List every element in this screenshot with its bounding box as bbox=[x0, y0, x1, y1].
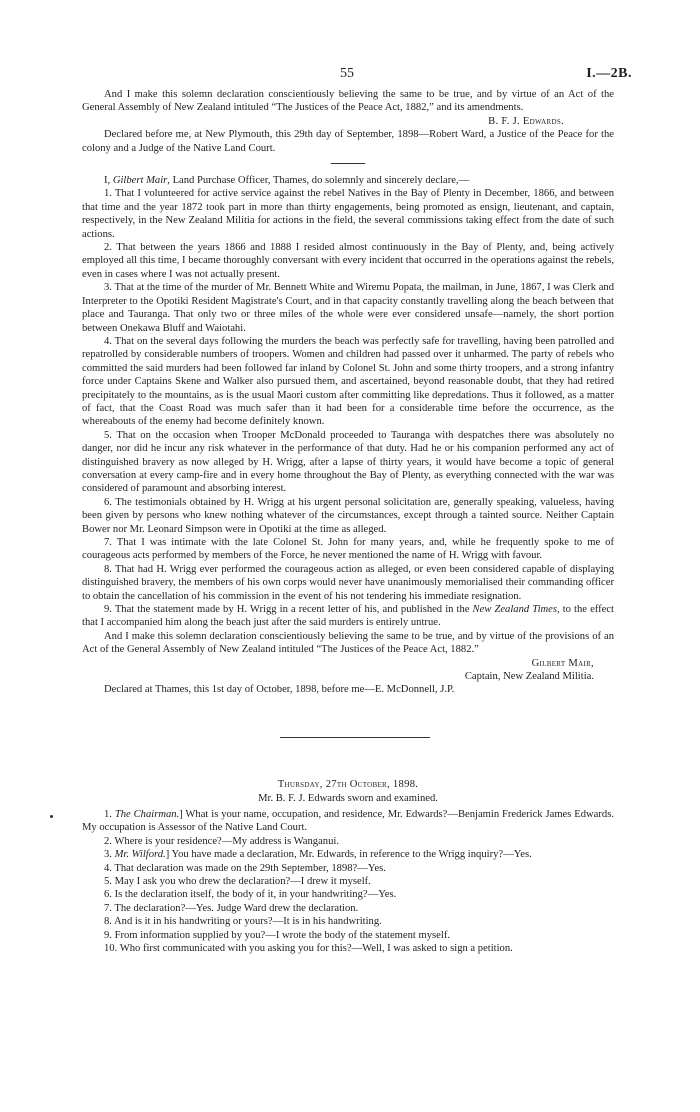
mair-intro: I, Gilbert Mair, Land Purchase Officer, Thames, do solemnly and sincerely declare,— bbox=[104, 175, 470, 187]
edwards-signature: B. F. J. Edwards. bbox=[488, 115, 564, 127]
question-5: 5. May I ask you who drew the declaration?—I drew it myself. bbox=[104, 875, 371, 887]
mair-item-9: 9. That the statement made by H. Wrigg in a recent letter of his, and published in the New Zealand Times, to the effect that I accompanied him along the beach just after the said murders is entirely untrue. bbox=[82, 604, 614, 629]
mair-declared-at: Declared at Thames, this 1st day of October, 1898, before me—E. McDonnell, J.P. bbox=[104, 684, 455, 696]
mair-item: 4. That on the several days following the murders the beach was perfectly safe for travelling, having been patrolled and repatrolled by considerable numbers of troopers. Women and children had passed over it unharmed. The party of rebels who committed the said murders had been followed far inland by Colonel St. John and some thirty troopers, and a strong infantry force under Captains Skene and Walker also pursued them, and ascertained, beyond reasonable doubt, that they had retired precipitately to the mountains, as is the usual Maori custom after committing like depredations. Thus it followed, as a matter of fact, that the Coast Road was much safer than it had been for a considerable time before the occurrence, as the whereabouts of the enemy had become definitely known. bbox=[82, 335, 614, 428]
question-3: 3. Mr. Wilford.] You have made a declaration, Mr. Edwards, in reference to the Wrigg inquiry?—Yes. bbox=[104, 849, 532, 861]
question-2: 2. Where is your residence?—My address is Wanganui. bbox=[104, 835, 339, 847]
edwards-declaration bbox=[82, 88, 614, 155]
question-6: 6. Is the declaration itself, the body of it, in your handwriting?—Yes. bbox=[104, 889, 397, 901]
minutes-of-evidence bbox=[82, 778, 614, 955]
document-page bbox=[82, 62, 632, 955]
question-10: 10. Who first communicated with you asking you for this?—Well, I was asked to sign a petition. bbox=[104, 942, 513, 954]
edwards-declaration-text: And I make this solemn declaration conscientiously believing the same to be true, and by virtue of an Act of the General Assembly of New Zealand intituled “The Justices of the Peace Act, 1882,” and its amendments. bbox=[82, 89, 614, 114]
edwards-declared-before: Declared before me, at New Plymouth, this 29th day of September, 1898—Robert Ward, a Justice of the Peace for the colony and a Judge of the Native Land Court. bbox=[82, 129, 614, 154]
mair-item: 8. That had H. Wrigg ever performed the courageous action as alleged, or even been considered capable of displaying distinguished bravery, the members of his own corps would never have unanimously memorialised their commanding officer to obtain the cancellation of his commission in the event of his not tendering his immediate resignation. bbox=[82, 563, 614, 602]
question-7: 7. The declaration?—Yes. Judge Ward drew the declaration. bbox=[104, 902, 359, 914]
question-8: 8. And is it in his handwriting or yours?—It is in his handwriting. bbox=[104, 916, 382, 928]
paper-reference: I.—2B. bbox=[586, 66, 632, 81]
mair-item: 3. That at the time of the murder of Mr. Bennett White and Wiremu Popata, the mailman, in June, 1867, I was Clerk and Interpreter to the Opotiki Resident Magistrate's Court, and in that capacity constantly travelling along the beach between that place and Tauranga. That only two or three miles of the whole were ever considered unsafe—namely, the short portion between Onekawa Bluff and Waiotahi. bbox=[82, 282, 614, 334]
mair-item: 1. That I volunteered for active service against the rebel Natives in the Bay of Plenty in December, 1866, and between that time and the year 1872 took part in more than thirty engagements, being promoted as ensign, lieutenant, and captain, respectively, in the New Zealand Militia for actions in the field, the several commissions taking effect from the date of such actions. bbox=[82, 188, 614, 240]
sitting-date: Thursday, 27th October, 1898. bbox=[277, 778, 419, 790]
page-header bbox=[82, 62, 632, 88]
section-divider-short bbox=[331, 163, 365, 164]
mair-signature-name: Gilbert Mair, bbox=[531, 657, 594, 669]
mair-item: 5. That on the occasion when Trooper McDonald proceeded to Tauranga with despatches there was absolutely no danger, nor did he incur any risk whatever in the performance of that duty. Had he or his companion performed any act of distinguished bravery as now alleged by H. Wrigg, after a lapse of thirty years, it would have become a topic of general conversation at every camp-fire and in every home throughout the Bay of Plenty, as everything connected with the war was considered of paramount and absorbing interest. bbox=[82, 429, 614, 495]
mair-closing: And I make this solemn declaration conscientiously believing the same to be true, and by virtue of the provisions of an Act of the General Assembly of New Zealand intituled “The Justices of the Peace Act, 1882.” bbox=[82, 630, 614, 656]
section-divider-long bbox=[280, 737, 430, 738]
mair-signature-title: Captain, New Zealand Militia. bbox=[464, 671, 594, 683]
mair-declaration bbox=[82, 174, 614, 697]
page-number: 55 bbox=[340, 66, 354, 81]
mair-item: 7. That I was intimate with the late Colonel St. John for many years, and, while he frequently spoke to me of courageous acts performed by members of the Force, he never mentioned the name of H. Wrigg with favour. bbox=[82, 537, 614, 562]
question-1: 1. The Chairman.] What is your name, occupation, and residence, Mr. Edwards?—Benjamin Frederick James Edwards. My occupation is Assessor of the Native Land Court. bbox=[82, 808, 614, 834]
question-9: 9. From information supplied by you?—I wrote the body of the statement myself. bbox=[104, 929, 450, 941]
witness-sworn: Mr. B. F. J. Edwards sworn and examined. bbox=[258, 792, 438, 804]
ink-speck bbox=[50, 815, 53, 818]
mair-item: 2. That between the years 1866 and 1888 I resided almost continuously in the Bay of Plenty, and, being actively employed all this time, I became thoroughly conversant with every incident that occurred in the operations against the rebels, even in cases where I was not actually present. bbox=[82, 242, 614, 280]
mair-item: 6. The testimonials obtained by H. Wrigg at his urgent personal solicitation are, generally speaking, valueless, having been given by persons who knew nothing whatever of the circumstances, except through a tainted source. Neither Captain Bower nor Mr. Leonard Simpson were in Opotiki at the time as alleged. bbox=[82, 496, 614, 535]
question-4: 4. That declaration was made on the 29th September, 1898?—Yes. bbox=[104, 862, 386, 874]
